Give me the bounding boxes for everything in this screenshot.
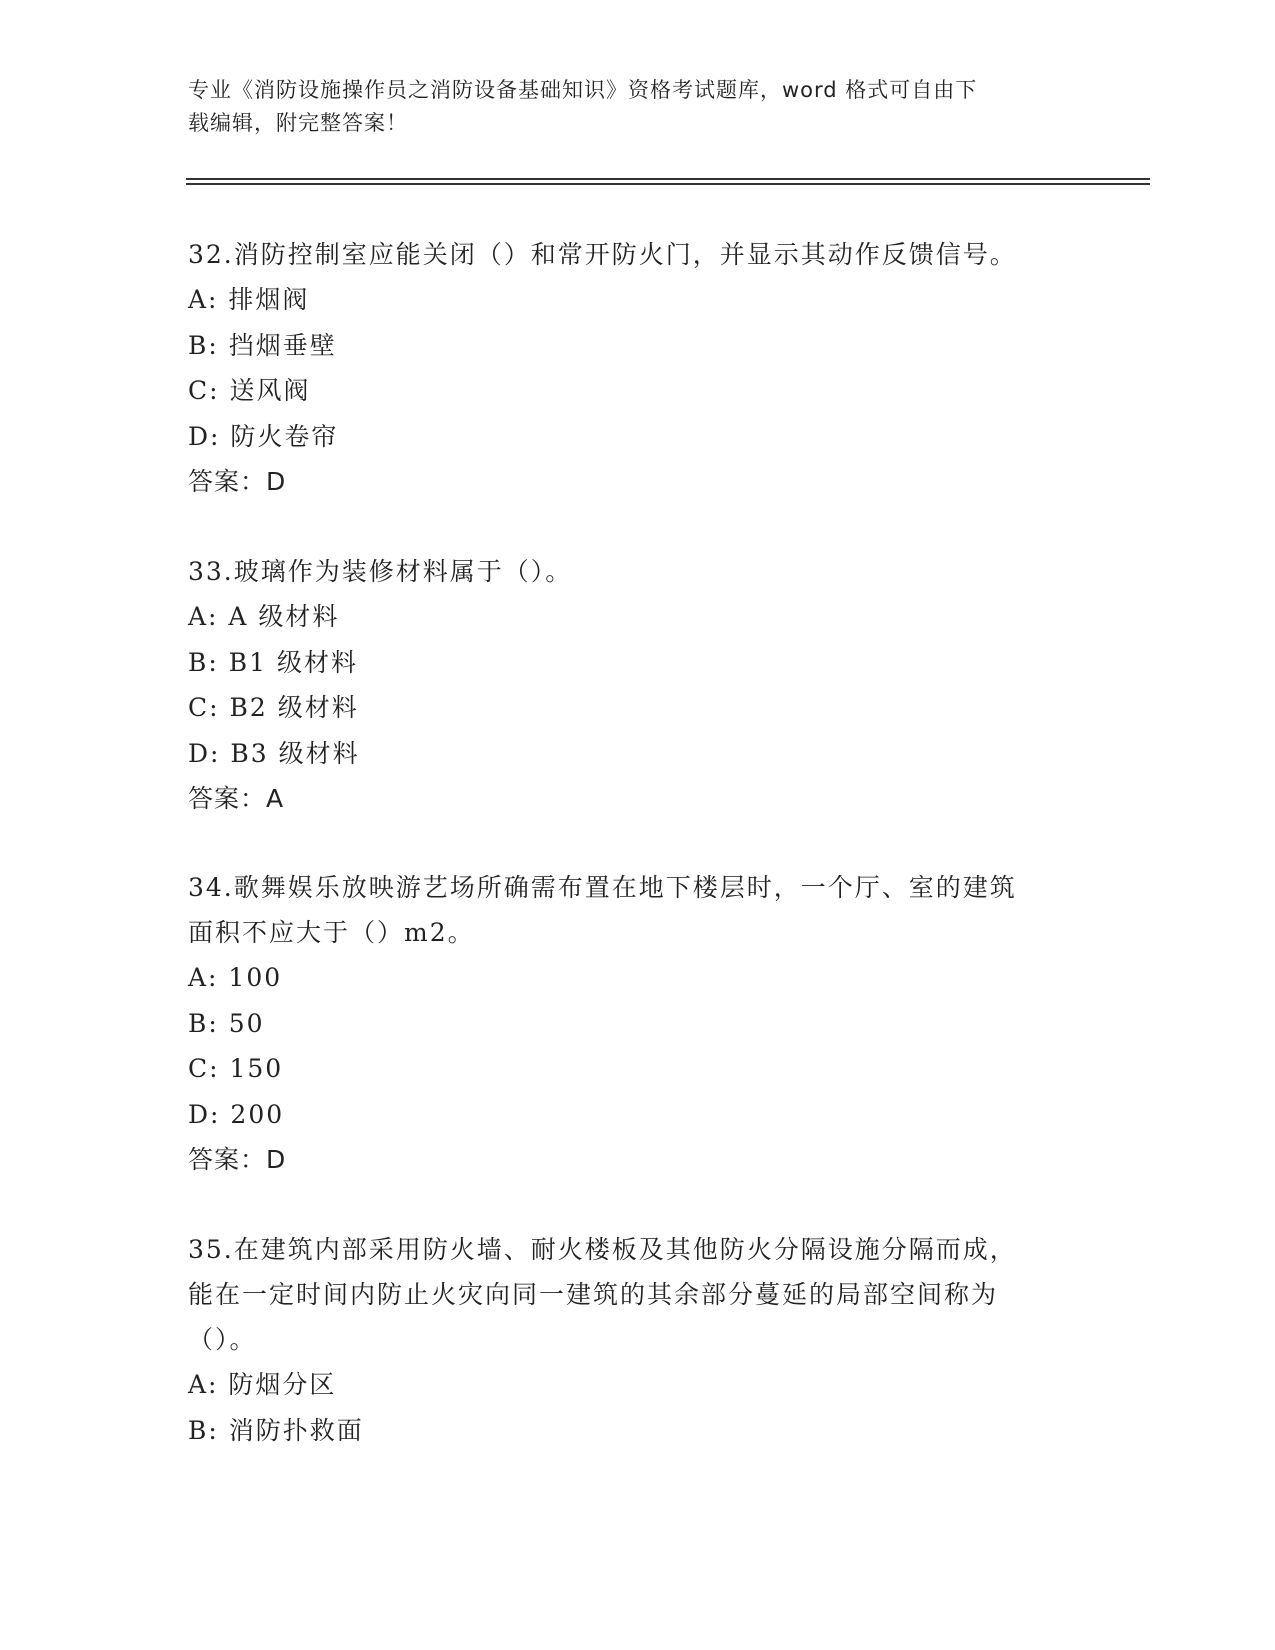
question-34 (188, 865, 1088, 1182)
option-d: D: 200 (188, 1099, 285, 1129)
question-text (188, 1227, 1088, 1362)
question-text (188, 865, 1088, 955)
option-a: A: 100 (188, 963, 283, 992)
option-c: C: 送风阀 (188, 376, 311, 405)
question-line: 35.在建筑内部采用防火墙、耐火楼板及其他防火分隔设施分隔而成， (188, 1235, 1017, 1264)
option-d: D: B3 级材料 (188, 738, 360, 768)
document-header (188, 74, 1088, 140)
question-text (188, 232, 1088, 277)
question-line: 32.消防控制室应能关闭（）和常开防火门，并显示其动作反馈信号。 (188, 240, 1017, 269)
question-32 (188, 232, 1088, 504)
header-line-2: 载编辑，附完整答案！ (188, 111, 408, 135)
option-a: A: 防烟分区 (188, 1370, 337, 1399)
question-35 (188, 1227, 1088, 1453)
answer: 答案：D (188, 467, 287, 496)
answer: 答案：A (188, 784, 285, 813)
question-line: 34.歌舞娱乐放映游艺场所确需布置在地下楼层时，一个厅、室的建筑 (188, 873, 1017, 902)
option-a: A: A 级材料 (188, 602, 340, 631)
option-b: B: 挡烟垂壁 (188, 330, 337, 360)
question-text (188, 549, 1088, 594)
option-b: B: B1 级材料 (188, 647, 358, 677)
question-line: 能在一定时间内防止火灾向同一建筑的其余部分蔓延的局部空间称为 (188, 1280, 999, 1309)
question-33 (188, 549, 1088, 821)
header-divider-top (186, 178, 1150, 180)
header-line-1: 专业《消防设施操作员之消防设备基础知识》资格考试题库，word 格式可自由下 (188, 78, 978, 102)
question-line: 33.玻璃作为装修材料属于（）。 (188, 557, 573, 586)
option-b: B: 50 (188, 1008, 265, 1038)
option-c: C: B2 级材料 (188, 693, 359, 722)
answer: 答案：D (188, 1145, 287, 1174)
option-b: B: 消防扑救面 (188, 1415, 364, 1445)
question-line: 面积不应大于（）m2。 (188, 918, 475, 947)
option-c: C: 150 (188, 1054, 284, 1083)
header-divider-bottom (186, 183, 1150, 185)
option-a: A: 排烟阀 (188, 285, 310, 314)
option-d: D: 防火卷帘 (188, 421, 339, 451)
question-line: （）。 (188, 1325, 257, 1354)
